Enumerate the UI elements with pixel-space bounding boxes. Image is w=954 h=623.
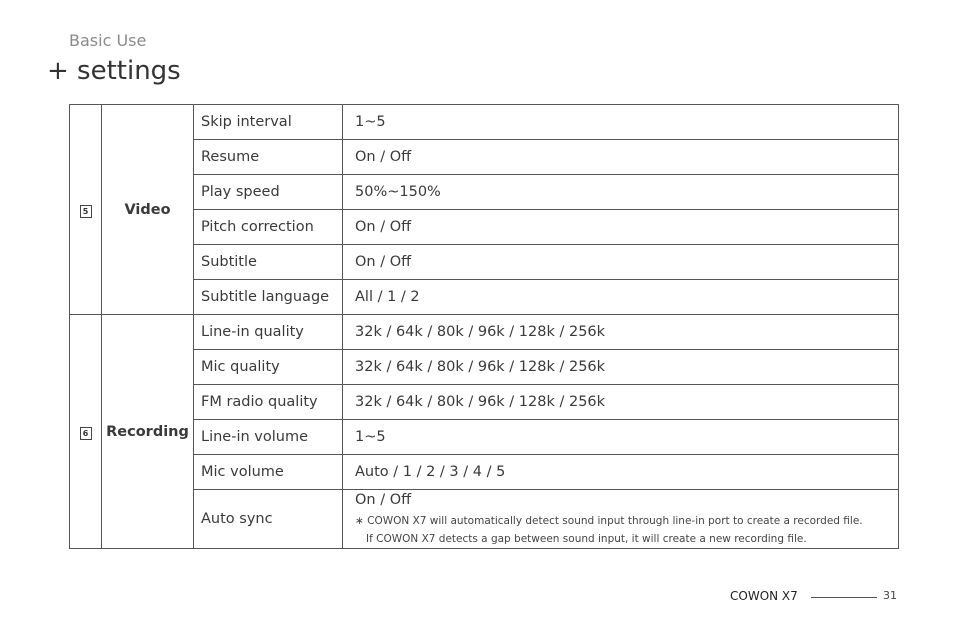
setting-value: On / Off — [355, 492, 412, 508]
group-number-badge: 5 — [80, 205, 92, 218]
table-row — [70, 210, 899, 245]
setting-name: Skip interval — [194, 105, 343, 140]
footnote — [355, 512, 898, 548]
setting-value: On / Off — [343, 245, 899, 280]
setting-name: Mic quality — [194, 350, 343, 385]
group-number-cell — [70, 315, 102, 549]
setting-value: Auto / 1 / 2 / 3 / 4 / 5 — [343, 455, 899, 490]
category-recording: Recording — [102, 315, 194, 549]
footer-brand: COWON X7 — [730, 589, 798, 603]
table-row — [70, 315, 899, 350]
setting-value: 1~5 — [343, 105, 899, 140]
page-title: + settings — [47, 56, 181, 86]
table-row — [70, 350, 899, 385]
setting-value: 32k / 64k / 80k / 96k / 128k / 256k — [343, 315, 899, 350]
setting-value: 32k / 64k / 80k / 96k / 128k / 256k — [343, 385, 899, 420]
footnote-line: ∗ COWON X7 will automatically detect sound input through line-in port to create a recorded file. — [355, 515, 863, 527]
footnote-line: If COWON X7 detects a gap between sound input, it will create a new recording file. — [366, 533, 807, 545]
setting-value: All / 1 / 2 — [343, 280, 899, 315]
table-row — [70, 420, 899, 455]
page-number: 31 — [883, 589, 897, 602]
table-row — [70, 280, 899, 315]
setting-value: 1~5 — [343, 420, 899, 455]
setting-name: Line-in quality — [194, 315, 343, 350]
footer-divider — [811, 597, 877, 598]
setting-name: Subtitle — [194, 245, 343, 280]
table-row — [70, 140, 899, 175]
table-row — [70, 385, 899, 420]
setting-name: Line-in volume — [194, 420, 343, 455]
setting-value: 50%~150% — [343, 175, 899, 210]
table-row — [70, 175, 899, 210]
setting-name: Mic volume — [194, 455, 343, 490]
setting-name: Resume — [194, 140, 343, 175]
setting-name: FM radio quality — [194, 385, 343, 420]
setting-value: 32k / 64k / 80k / 96k / 128k / 256k — [343, 350, 899, 385]
section-label: Basic Use — [69, 31, 147, 50]
setting-value: On / Off — [343, 210, 899, 245]
group-number-cell — [70, 105, 102, 315]
table-row — [70, 490, 899, 549]
setting-name: Subtitle language — [194, 280, 343, 315]
table-row — [70, 105, 899, 140]
settings-table — [69, 104, 899, 549]
setting-name: Auto sync — [194, 490, 343, 549]
setting-name: Pitch correction — [194, 210, 343, 245]
table-row — [70, 245, 899, 280]
group-number-badge: 6 — [80, 427, 92, 440]
setting-name: Play speed — [194, 175, 343, 210]
table-row — [70, 455, 899, 490]
setting-value-with-note — [343, 490, 899, 549]
category-video: Video — [102, 105, 194, 315]
setting-value: On / Off — [343, 140, 899, 175]
